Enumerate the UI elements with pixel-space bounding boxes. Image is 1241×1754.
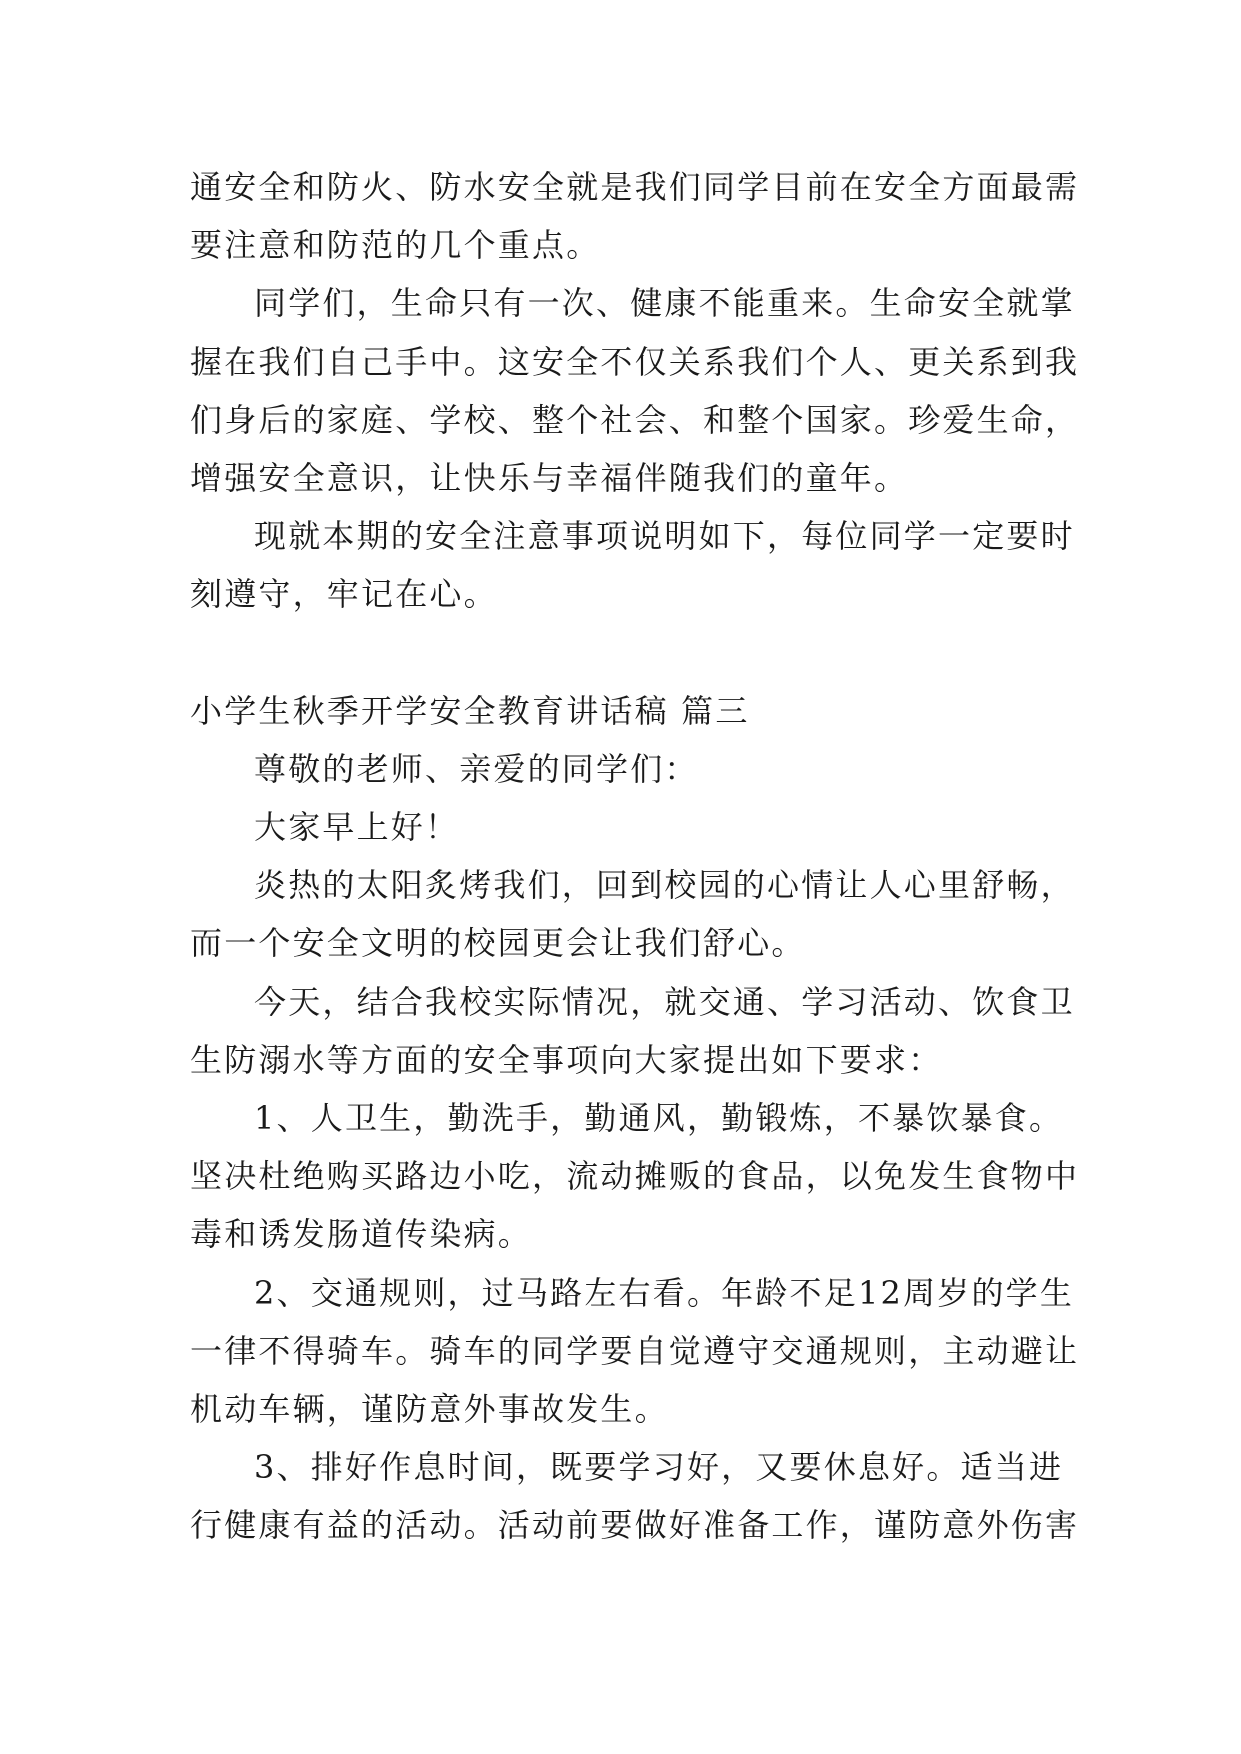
paragraph-requirements	[190, 973, 1075, 1089]
text-line: 1、人卫生，勤洗手，勤通风，勤锻炼，不暴饮暴食。	[254, 1099, 1064, 1138]
section-gap	[190, 624, 1070, 682]
greeting	[190, 798, 1070, 856]
text-line: 2、交通规则，过马路左右看。年龄不足12周岁的学生	[254, 1273, 1075, 1312]
text-line: 握在我们自己手中。这安全不仅关系我们个人、更关系到我	[190, 342, 1080, 381]
text-line: 同学们，生命只有一次、健康不能重来。生命安全就掌	[254, 284, 1075, 323]
text-line: 通安全和防火、防水安全就是我们同学目前在安全方面最需	[190, 168, 1080, 206]
text-line: 大家早上好！	[254, 808, 460, 847]
text-line: 们身后的家庭、学校、整个社会、和整个国家。珍爱生命，	[190, 400, 1080, 439]
document-body	[190, 158, 1080, 1555]
section-heading: 小学生秋季开学安全教育讲话稿 篇三	[190, 691, 750, 730]
list-item-2	[190, 1264, 1080, 1439]
paragraph-3	[190, 507, 1075, 623]
salutation	[190, 740, 1070, 798]
paragraph-2	[190, 274, 1080, 507]
text-line: 行健康有益的活动。活动前要做好准备工作，谨防意外伤害	[190, 1506, 1080, 1545]
text-line: 一律不得骑车。骑车的同学要自觉遵守交通规则，主动避让	[190, 1331, 1080, 1370]
text-line: 坚决杜绝购买路边小吃，流动摊贩的食品，以免发生食物中	[190, 1157, 1080, 1196]
text-line: 生防溺水等方面的安全事项向大家提出如下要求：	[190, 1040, 943, 1079]
list-item-3	[190, 1438, 1080, 1554]
text-line: 现就本期的安全注意事项说明如下，每位同学一定要时	[254, 517, 1075, 556]
text-line: 要注意和防范的几个重点。	[190, 226, 601, 265]
text-line: 3、排好作息时间，既要学习好，又要休息好。适当进	[254, 1448, 1064, 1487]
text-line: 机动车辆，谨防意外事故发生。	[190, 1390, 669, 1429]
text-line: 刻遵守，牢记在心。	[190, 575, 498, 614]
text-line: 毒和诱发肠道传染病。	[190, 1215, 533, 1254]
text-line: 尊敬的老师、亲爱的同学们：	[254, 749, 699, 788]
paragraph-intro	[190, 856, 1075, 972]
text-line: 增强安全意识，让快乐与幸福伴随我们的童年。	[190, 459, 909, 498]
paragraph-1	[190, 158, 1080, 274]
list-item-1	[190, 1089, 1080, 1264]
text-line: 炎热的太阳炙烤我们，回到校园的心情让人心里舒畅，	[254, 866, 1075, 905]
text-line: 今天，结合我校实际情况，就交通、学习活动、饮食卫	[254, 982, 1075, 1021]
text-line: 而一个安全文明的校园更会让我们舒心。	[190, 924, 806, 963]
